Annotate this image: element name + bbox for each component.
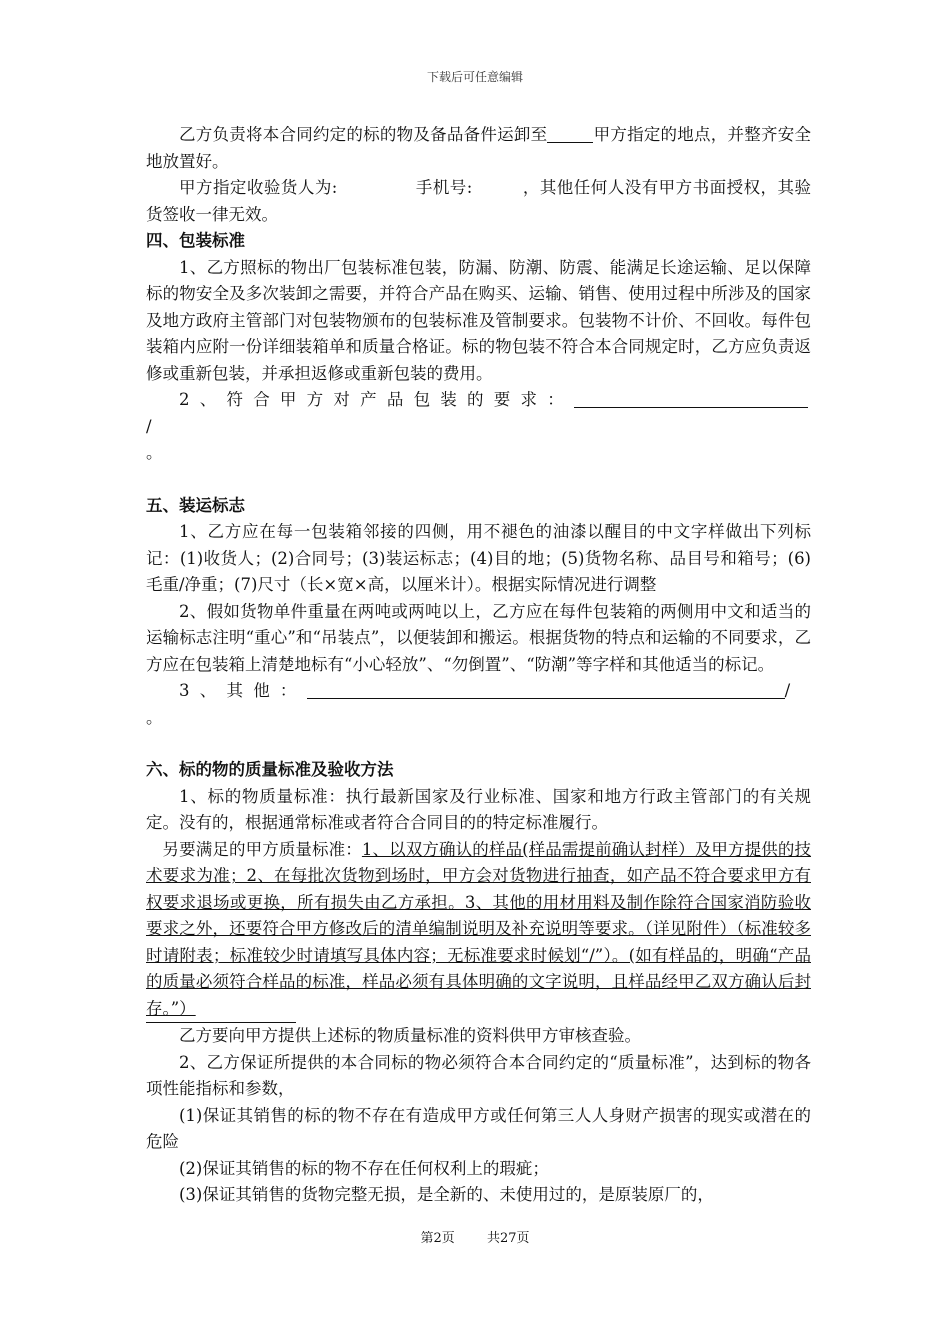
section-6-item-2-3: (3)保证其销售的货物完整无损，是全新的、未使用过的，是原装原厂的， bbox=[179, 1185, 714, 1204]
section-5-item-3 bbox=[146, 678, 811, 705]
page-footer bbox=[0, 1227, 950, 1246]
review-text: 乙方要向甲方提供上述标的物质量标准的资料供甲方审核查验。 bbox=[179, 1026, 641, 1045]
section-6-item-2-1: (1)保证其销售的标的物不存在有造成甲方或任何第三人人身财产损害的现实或潜在的危险 bbox=[146, 1105, 811, 1151]
section-6-item-2: 2、乙方保证所提供的本合同标的物必须符合本合同约定的“质量标准”，达到标的物各项性能指标和参数， bbox=[146, 1052, 811, 1098]
delivery-text-b: 甲方指定的地点，并整齐安全地放置好。 bbox=[146, 125, 812, 171]
section-5-title: 五、装运标志 bbox=[146, 495, 245, 515]
other-slash: / bbox=[784, 681, 791, 700]
section-5-item-1: 1、乙方应在每一包装箱邻接的四侧，用不褪色的油漆以醒目的中文字样做出下列标记：(1)收货人；(2)合同号；(3)装运标志；(4)目的地；(5)货物名称、品目号和箱号；(6)毛重/净重；(7)尺寸（长×宽×高，以厘米计）。根据实际情况进行调整 bbox=[146, 522, 811, 594]
section-4-title: 四、包装标准 bbox=[146, 231, 245, 250]
packaging-requirement-blank bbox=[574, 389, 808, 408]
section-5-item-3-tail: 。 bbox=[146, 707, 163, 727]
page-header: 下载后可任意编辑 bbox=[426, 70, 523, 84]
section-4-item-1: 1、乙方照标的物出厂包装标准包装，防漏、防潮、防震、能满足长途运输、足以保障标的物安全及多次装卸之需要，并符合产品在购买、运输、销售、使用过程中所涉及的国家及地方政府主管部门对包装物颁布的包装标准及管制要求。包装物不计价、不回收。每件包装箱内应附一份详细装箱单和质量合格证。标的物包装不符合本合同规定时，乙方应负责返修或重新包装，并承担返修或重新包装的费用。 bbox=[146, 257, 811, 383]
contract-body bbox=[146, 122, 811, 1209]
section-5-item-2: 2、假如货物单件重量在两吨或两吨以上，乙方应在每件包装箱的两侧用中文和适当的运输标志注明“重心”和“吊装点”，以便装卸和搬运。根据货物的特点和运输的不同要求，乙方应在包装箱上清楚地标有“小心轻放”、“勿倒置”、“防潮”等字样和其他适当的标记。 bbox=[146, 601, 811, 674]
extra-standard-label: 另要满足的甲方质量标准： bbox=[162, 839, 362, 859]
section-6-item-2-2: (2)保证其销售的标的物不存在任何权利上的瑕疵； bbox=[179, 1158, 549, 1178]
inspector-label: 甲方指定收验货人为: bbox=[179, 178, 338, 197]
inspector-paragraph bbox=[146, 175, 811, 228]
section-6-review bbox=[146, 1022, 641, 1050]
phone-label: 手机号: bbox=[415, 178, 473, 197]
page-number: 第2页 bbox=[420, 1231, 455, 1246]
section-6-item-1: 1、标的物质量标准：执行最新国家及行业标准、国家和地方行政主管部门的有关规定。没有的，根据通常标准或者符合合同目的的特定标准履行。 bbox=[146, 786, 811, 832]
other-label: 3、其他： bbox=[179, 681, 307, 700]
section-4-item-2 bbox=[146, 387, 811, 440]
inspector-text: ，其他任何人没有甲方书面授权，其验货签收一律无效。 bbox=[146, 178, 812, 224]
extra-standard-text: 1、以双方确认的样品(样品需提前确认封样）及甲方提供的技术要求为准；2、在每批次货物到场时，甲方会对货物进行抽查，如产品不符合要求甲方有权要求退场或更换，所有损失由乙方承担。3、其他的用材用料及制作除符合国家消防验收要求之外，还要符合甲方修改后的清单编制说明及补充说明等要求。（详见附件）（标准较多时请附表；标准较少时请填写具体内容；无标准要求时候划“/”）。(如有样品的，明确“产品的质量必须符合样品的标准，样品必须有具体明确的文字说明，且样品经甲乙双方确认后封存。”） bbox=[146, 839, 812, 1018]
delivery-location-blank bbox=[547, 124, 593, 143]
page-total: 共27页 bbox=[486, 1231, 530, 1246]
section-6-title: 六、标的物的质量标准及验收方法 bbox=[146, 760, 394, 779]
delivery-paragraph bbox=[146, 122, 811, 175]
packaging-requirement-label: 2、符合甲方对产品包装的要求： bbox=[179, 390, 574, 409]
other-blank bbox=[307, 680, 785, 699]
section-6-extra-standard bbox=[146, 837, 811, 1023]
packaging-slash: / bbox=[146, 416, 152, 436]
delivery-text-a: 乙方负责将本合同约定的标的物及备品备件运卸至 bbox=[179, 125, 548, 144]
section-4-item-2-tail: 。 bbox=[146, 443, 163, 462]
